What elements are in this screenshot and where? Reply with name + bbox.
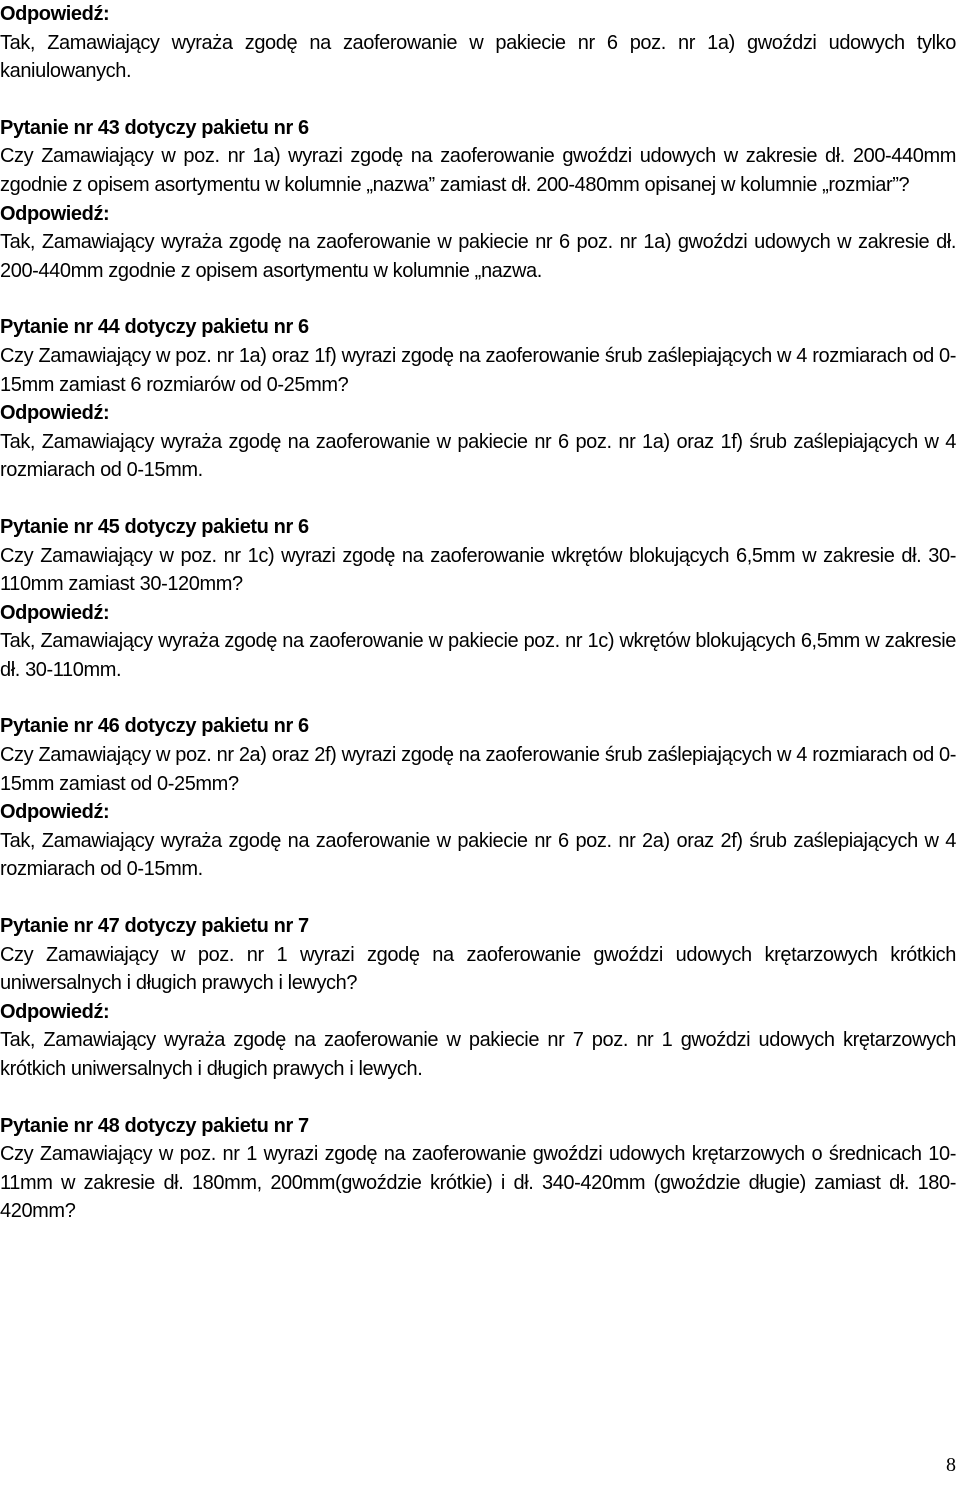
answer-text: Tak, Zamawiający wyraża zgodę na zaoferowanie w pakiecie nr 6 poz. nr 1a) gwoździ udowych tylko kaniulowanych. (0, 31, 956, 83)
spacer (0, 285, 956, 313)
answer-label: Odpowiedź: (0, 801, 110, 824)
spacer (0, 86, 956, 114)
answer-text: Tak, Zamawiający wyraża zgodę na zaoferowanie w pakiecie poz. nr 1c) wkrętów blokujących 6,5mm w zakresie dł. 30-110mm. (0, 630, 956, 681)
spacer (0, 485, 956, 513)
answer-label: Odpowiedź: (0, 1000, 110, 1023)
question-text: Czy Zamawiający w poz. nr 2a) oraz 2f) wyrazi zgodę na zaoferowanie śrub zaślepiających w 4 rozmiarach od 0-15mm zamiast od 0-25mm? (0, 744, 956, 795)
question-heading: Pytanie nr 44 dotyczy pakietu nr 6 (0, 316, 309, 339)
spacer (0, 1084, 956, 1112)
spacer (0, 684, 956, 712)
question-text: Czy Zamawiający w poz. nr 1c) wyrazi zgodę na zaoferowanie wkrętów blokujących 6,5mm w zakresie dł. 30-110mm zamiast 30-120mm? (0, 544, 956, 596)
answer-label: Odpowiedź: (0, 601, 110, 624)
question-heading: Pytanie nr 45 dotyczy pakietu nr 6 (0, 515, 309, 538)
question-heading: Pytanie nr 47 dotyczy pakietu nr 7 (0, 915, 309, 938)
answer-label: Odpowiedź: (0, 402, 110, 425)
answer-text: Tak, Zamawiający wyraża zgodę na zaoferowanie w pakiecie nr 7 poz. nr 1 gwoździ udowych krętarzowych krótkich uniwersalnych i długich prawych i lewych. (0, 1029, 956, 1080)
question-text: Czy Zamawiający w poz. nr 1a) wyrazi zgodę na zaoferowanie gwoździ udowych w zakresie dł. 200-440mm zgodnie z opisem asortymentu w kolumnie „nazwa” zamiast dł. 200-480mm opisanej w kolumnie „rozmiar”? (0, 145, 956, 196)
answer-text: Tak, Zamawiający wyraża zgodę na zaoferowanie w pakiecie nr 6 poz. nr 2a) oraz 2f) śrub zaślepiających w 4 rozmiarach od 0-15mm. (0, 829, 956, 881)
question-text: Czy Zamawiający w poz. nr 1 wyrazi zgodę na zaoferowanie gwoździ udowych krętarzowych krótkich uniwersalnych i długich prawych i lewych? (0, 943, 956, 995)
question-heading: Pytanie nr 46 dotyczy pakietu nr 6 (0, 715, 309, 738)
question-text: Czy Zamawiający w poz. nr 1 wyrazi zgodę na zaoferowanie gwoździ udowych krętarzowych o średnicach 10-11mm w zakresie dł. 180mm, 200mm(gwoździe krótkie) i dł. 340-420mm (gwoździe długie) zamiast dł. 180-420mm? (0, 1143, 956, 1223)
spacer (0, 884, 956, 912)
question-text: Czy Zamawiający w poz. nr 1a) oraz 1f) wyrazi zgodę na zaoferowanie śrub zaślepiających w 4 rozmiarach od 0-15mm zamiast 6 rozmiarów od 0-25mm? (0, 344, 956, 396)
question-heading: Pytanie nr 43 dotyczy pakietu nr 6 (0, 116, 309, 139)
answer-text: Tak, Zamawiający wyraża zgodę na zaoferowanie w pakiecie nr 6 poz. nr 1a) gwoździ udowych w zakresie dł. 200-440mm zgodnie z opisem asortymentu w kolumnie „nazwa. (0, 231, 956, 282)
page-number: 8 (946, 1454, 956, 1476)
question-heading: Pytanie nr 48 dotyczy pakietu nr 7 (0, 1114, 309, 1137)
answer-label: Odpowiedź: (0, 202, 110, 225)
answer-text: Tak, Zamawiający wyraża zgodę na zaoferowanie w pakiecie nr 6 poz. nr 1a) oraz 1f) śrub zaślepiających w 4 rozmiarach od 0-15mm. (0, 430, 956, 482)
answer-label: Odpowiedź: (0, 3, 110, 25)
